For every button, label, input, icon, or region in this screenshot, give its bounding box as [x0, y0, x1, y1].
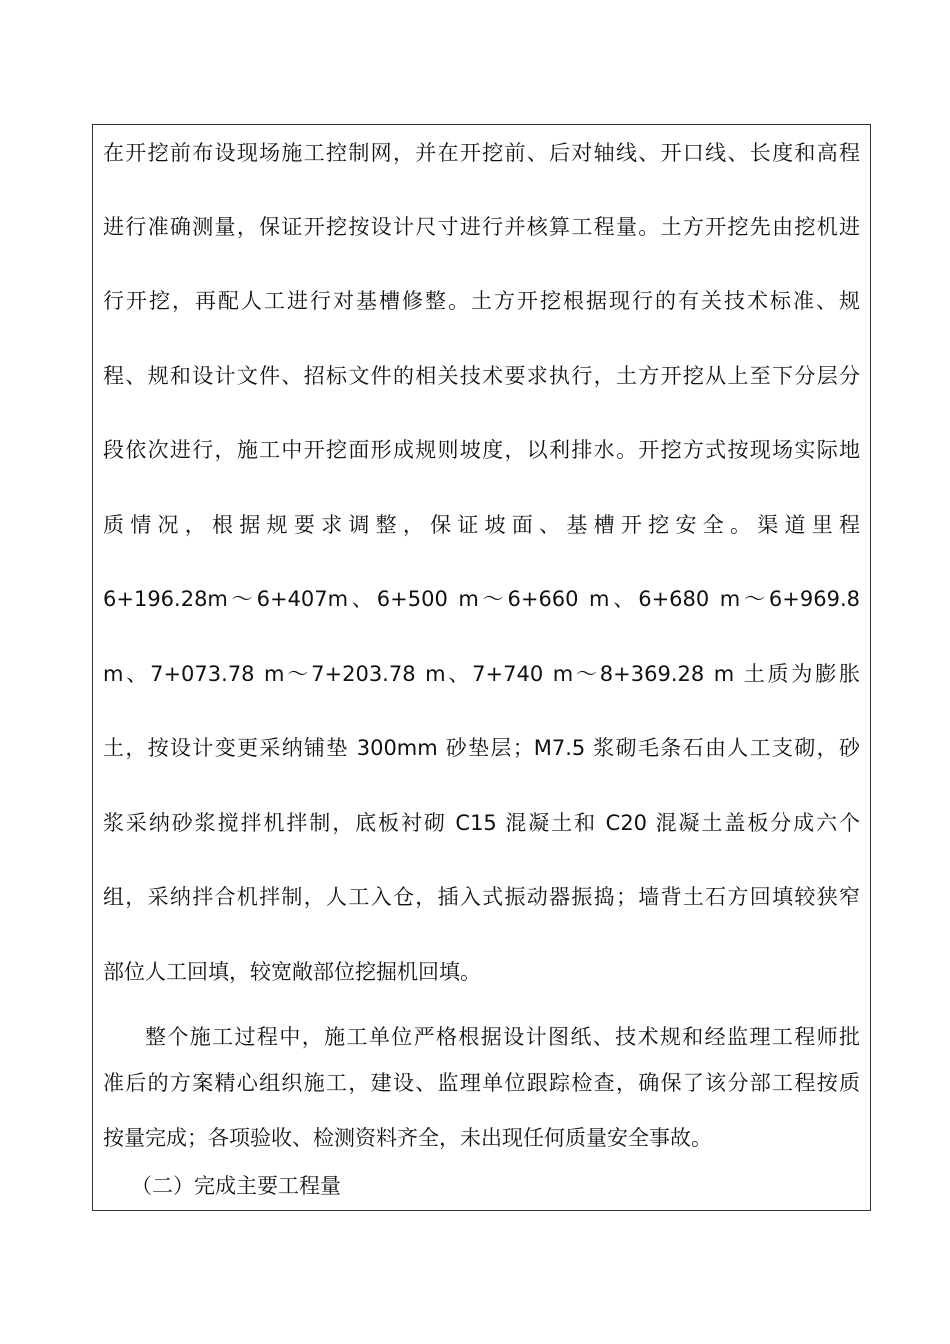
paragraph-1-line-11: 组，采纳拌合机拌制，人工入仓，插入式振动器振捣；墙背土石方回填较狭窄: [103, 885, 860, 909]
paragraph-1-line-5: 段依次进行，施工中开挖面形成规则坡度，以利排水。开挖方式按现场实际地: [103, 438, 860, 462]
paragraph-1-line-12: 部位人工回填，较宽敞部位挖掘机回填。: [103, 960, 481, 984]
paragraph-1-line-10: 浆采纳砂浆搅拌机拌制，底板衬砌 C15 混凝土和 C20 混凝土盖板分成六个: [103, 811, 860, 835]
paragraph-1-line-9: 土，按设计变更采纳铺垫 300mm 砂垫层；M7.5 浆砌毛条石由人工支砌，砂: [103, 736, 860, 760]
paragraph-2-line-2: 准后的方案精心组织施工，建设、监理单位跟踪检查，确保了该分部工程按质: [103, 1071, 860, 1095]
paragraph-1-line-2: 进行准确测量，保证开挖按设计尺寸进行并核算工程量。土方开挖先由挖机进: [103, 215, 860, 239]
paragraph-2-line-3: 按量完成；各项验收、检测资料齐全，未出现任何质量安全事故。: [103, 1126, 712, 1150]
paragraph-1-line-6: 质情况，根据规要求调整，保证坡面、基槽开挖安全。渠道里程: [103, 513, 860, 537]
paragraph-1-line-8: m、7+073.78 m～7+203.78 m、7+740 m～8+369.28 m 土质为膨胀: [103, 662, 860, 686]
section-heading: （二）完成主要工程量: [131, 1174, 341, 1198]
paragraph-1-line-7: 6+196.28m～6+407m、6+500 m～6+660 m、6+680 m～6+969.8: [103, 587, 860, 611]
paragraph-2-line-1: 整个施工过程中，施工单位严格根据设计图纸、技术规和经监理工程师批: [145, 1025, 860, 1049]
document-frame: [92, 124, 871, 1211]
paragraph-1-line-4: 程、规和设计文件、招标文件的相关技术要求执行，土方开挖从上至下分层分: [103, 364, 860, 388]
paragraph-1-line-3: 行开挖，再配人工进行对基槽修整。土方开挖根据现行的有关技术标准、规: [103, 289, 860, 313]
paragraph-1-line-1: 在开挖前布设现场施工控制网，并在开挖前、后对轴线、开口线、长度和高程: [103, 141, 860, 165]
